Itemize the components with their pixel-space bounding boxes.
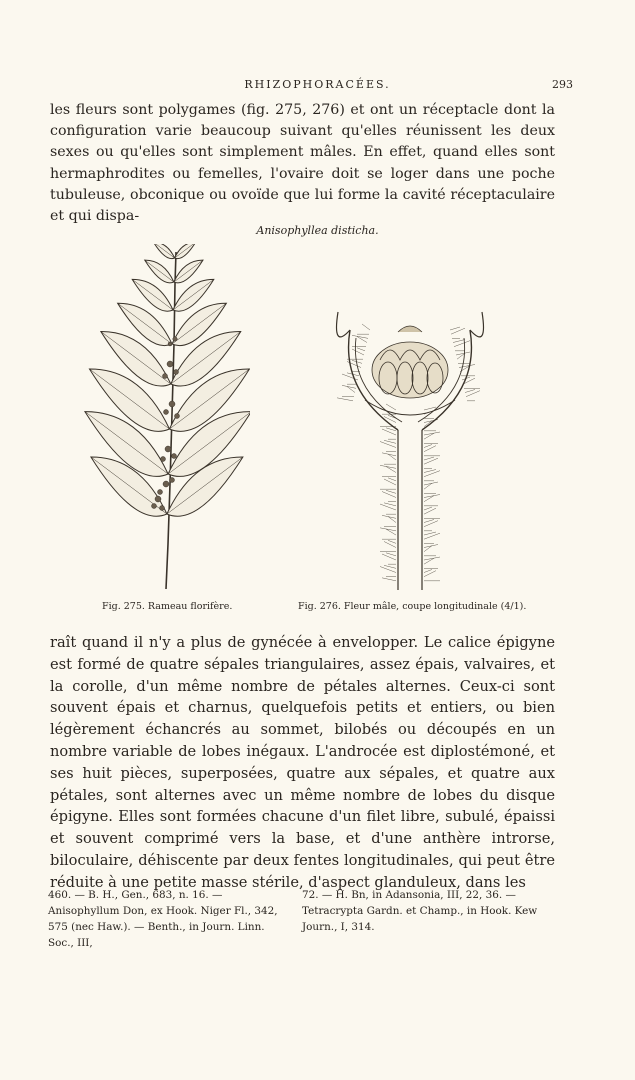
fig-275-caption: Fig. 275. Rameau florifère.: [102, 601, 233, 612]
paragraph-top: les fleurs sont polygames (fig. 275, 276) et ont un réceptacle dont la configuration varie beaucoup suivant qu'elles réunissent les deux sexes ou qu'elles sont simplement mâles. En effet, quand elles sont hermaphrodites ou femelles, l'ovaire doit se loger dans une poche tubuleuse, obconique ou ovoïde que lui forme la cavité réceptaculaire et qui dispa-: [50, 102, 555, 225]
running-head: [0, 78, 635, 94]
footnote-right: [302, 887, 560, 935]
fig-276-caption: Fig. 276. Fleur mâle, coupe longitudinale (4/1).: [298, 601, 527, 612]
page-number: 293: [552, 78, 573, 91]
running-title: RHIZOPHORACÉES.: [244, 78, 391, 91]
body-text-top: [50, 100, 555, 227]
footnote-right-text: 72. — H. Bn, in Adansonia, III, 22, 36. — Tetracrypta Gardn. et Champ., in Hook. Kew Journ., I, 314.: [302, 889, 538, 933]
paragraph-bottom: raît quand il n'y a plus de gynécée à envelopper. Le calice épigyne est formé de quatre sépales triangulaires, assez épais, valvaires, et la corolle, d'un même nombre de pétales alternes. Ceux-ci sont souvent épais et charnus, quelquefois petits et entiers, ou bien légèrement échancrés au sommet, bilobés ou découpés en un nombre variable de lobes inégaux. L'androcée est diplostémoné, et ses huit pièces, superposées, quatre aux sépales, et quatre aux pétales, sont alternes avec un même nombre de lobes du disque épigyne. Elles sont formées chacune d'un filet libre, subulé, épaissi et souvent comprimé vers la base, et d'une anthère introrse, biloculaire, déhiscente par deux fentes longitudinales, qui peut être réduite à une petite masse stérile, d'aspect glanduleux, dans les: [50, 634, 555, 891]
footnote-left: [48, 887, 286, 951]
body-text-bottom: [50, 632, 555, 894]
footnote-left-text: 460. — B. H., Gen., 683, n. 16. — Anisophyllum Don, ex Hook. Niger Fl., 342, 575 (nec Haw.). — Benth., in Journ. Linn. Soc., III,: [48, 889, 278, 949]
flowering-branch-illustration: [80, 244, 250, 594]
figure-title: Anisophyllea disticha.: [256, 224, 379, 237]
male-flower-section-illustration: [310, 290, 510, 595]
